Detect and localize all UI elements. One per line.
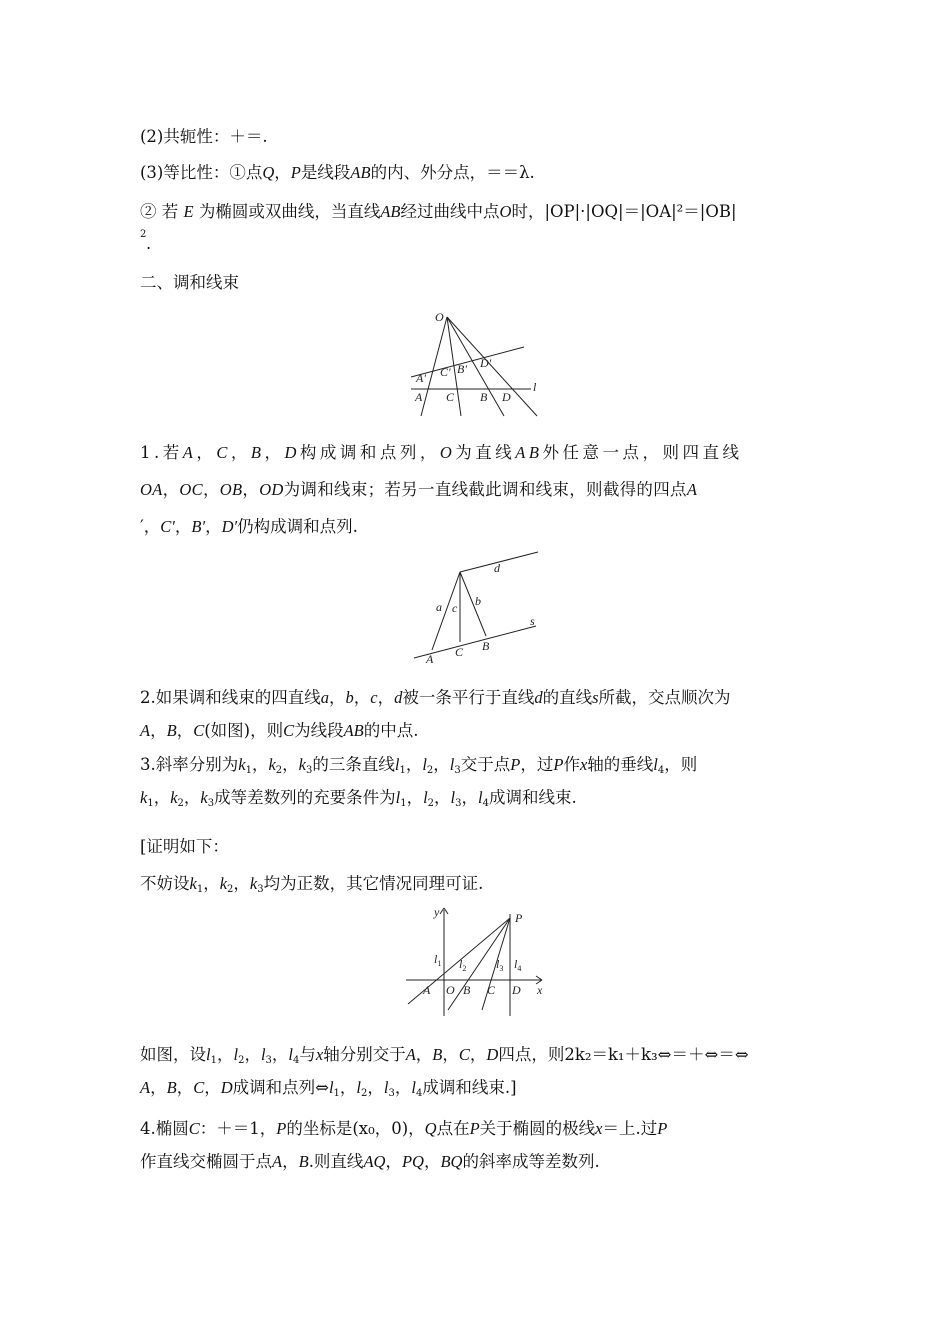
var: A	[686, 480, 698, 499]
text: 关于椭圆的极线	[479, 1119, 596, 1138]
label-l1-letter: l	[434, 952, 438, 966]
property-conjugate	[140, 120, 268, 153]
sub: 2	[426, 765, 434, 776]
text: 的中点.	[363, 721, 419, 740]
sub: 3	[388, 1088, 395, 1099]
text: 3.斜率分别为	[140, 755, 239, 774]
var: c	[370, 688, 378, 707]
text: ，	[242, 480, 260, 499]
text: 构成调和点列，	[299, 443, 440, 462]
sub: 4	[657, 765, 665, 776]
label-P: P	[515, 911, 523, 925]
text: 仍构成调和点列.	[237, 517, 358, 536]
var: l	[356, 1078, 362, 1097]
label-D-prime: D'	[480, 356, 492, 370]
var: C	[283, 721, 295, 740]
text: ，	[216, 1045, 234, 1064]
sub: 2	[238, 1055, 245, 1066]
text: ，	[423, 1152, 441, 1171]
sub: 4	[293, 1055, 300, 1066]
var: D	[486, 1045, 499, 1064]
sub: 1	[333, 1088, 340, 1099]
text: ，	[433, 755, 450, 774]
text: 为直线	[455, 443, 516, 462]
text: 成调和线束.	[488, 788, 577, 807]
text: 的坐标是(x₀，0)，	[286, 1119, 425, 1138]
var: B	[166, 721, 177, 740]
label-A: A	[426, 652, 434, 666]
text: ，	[329, 688, 346, 707]
sub: 3	[207, 798, 215, 809]
var: l	[478, 788, 483, 807]
text: ，	[434, 788, 451, 807]
label-B: B	[463, 983, 471, 997]
paragraph-5	[140, 1112, 812, 1178]
label-l3	[496, 957, 503, 973]
sub: 3	[454, 765, 461, 776]
label-O: O	[446, 983, 455, 997]
var: A	[140, 1078, 151, 1097]
sub: 1	[147, 798, 154, 809]
var: x	[595, 1119, 603, 1138]
var: B	[298, 1152, 309, 1171]
text: ，	[150, 721, 167, 740]
text: ，	[264, 443, 285, 462]
text: 作直线交椭圆于点	[140, 1152, 272, 1171]
var: D	[284, 443, 300, 462]
text: ＝上.过	[602, 1119, 658, 1138]
var: P	[469, 1119, 480, 1138]
text: ，	[233, 874, 250, 893]
sub: 3	[257, 884, 264, 895]
var: l	[423, 788, 428, 807]
section-heading	[140, 266, 239, 299]
text: 是线段	[300, 163, 351, 182]
text: 1.若	[140, 443, 183, 462]
var: OD	[259, 480, 284, 499]
text: 2	[140, 229, 147, 240]
label-l: l	[533, 380, 537, 394]
sub: 2	[227, 884, 234, 895]
text: ：＋＝1，	[199, 1119, 277, 1138]
var: PQ	[401, 1152, 424, 1171]
sub: 2	[361, 1088, 368, 1099]
var: l	[233, 1045, 239, 1064]
var: AQ	[363, 1152, 386, 1171]
label-B-prime: B'	[457, 362, 467, 376]
sub: 4	[482, 798, 489, 809]
proof-line	[140, 867, 483, 900]
label-A-prime: A'	[416, 371, 426, 385]
var: a	[320, 688, 329, 707]
var: AB	[380, 202, 401, 221]
var: C	[193, 1078, 205, 1097]
text: ，	[405, 755, 423, 774]
text: ，	[385, 1152, 402, 1171]
label-B: B	[480, 390, 488, 404]
var: D	[220, 1078, 233, 1097]
text: 的直线	[542, 688, 593, 707]
var: D′	[221, 517, 238, 536]
text: ，	[153, 788, 171, 807]
label-C: C	[487, 983, 496, 997]
text: ，	[353, 688, 371, 707]
var: P	[290, 163, 301, 182]
var: k	[189, 874, 197, 893]
text: 成调和线束.]	[422, 1078, 517, 1097]
y-arrow-right	[444, 908, 448, 914]
sub: 2	[177, 798, 184, 809]
text: ，	[282, 1152, 299, 1171]
var: OB	[219, 480, 243, 499]
paragraph-3	[140, 748, 812, 814]
text: 轴的垂线	[587, 755, 654, 774]
para2-line2	[140, 714, 812, 747]
para2-line1	[140, 681, 812, 714]
label-d: d	[494, 561, 500, 575]
text: 外任意一点，则四直线	[542, 443, 743, 462]
var: l	[422, 755, 427, 774]
sub: 1	[399, 765, 406, 776]
label-D: D	[502, 390, 511, 404]
figure-harmonic-pencil	[409, 311, 549, 421]
var: A	[140, 721, 151, 740]
var: B	[432, 1045, 443, 1064]
var: AB	[343, 721, 364, 740]
text: 的内、外分点，＝＝λ.	[370, 163, 535, 182]
var: l	[206, 1045, 211, 1064]
text: 点在	[436, 1119, 470, 1138]
label-A: A	[415, 390, 423, 404]
label-l3-sub: 3	[499, 964, 504, 973]
label-l2	[459, 957, 466, 973]
var: s	[592, 688, 599, 707]
var: Q	[424, 1119, 437, 1138]
label-l4-letter: l	[514, 957, 518, 971]
var: A	[405, 1045, 416, 1064]
text: ′，	[140, 517, 161, 536]
text: ＋＝.	[229, 127, 268, 146]
var: O	[499, 202, 512, 221]
var: b	[345, 688, 354, 707]
var: d	[534, 688, 543, 707]
var: k	[140, 788, 148, 807]
y-arrow-left	[440, 908, 444, 914]
var: x	[579, 755, 588, 774]
var: BQ	[440, 1152, 463, 1171]
var: B′	[191, 517, 206, 536]
text: 与	[299, 1045, 316, 1064]
text: ，	[202, 480, 220, 499]
var: k	[219, 874, 228, 893]
text: 均为正数，其它情况同理可证.	[263, 874, 484, 893]
label-l3-letter: l	[496, 957, 500, 971]
text: ，	[205, 517, 222, 536]
text: ，	[162, 480, 180, 499]
var: P	[276, 1119, 287, 1138]
text: ，	[230, 443, 251, 462]
var: k	[249, 874, 258, 893]
text: 被一条平行于直线	[402, 688, 535, 707]
text: 为线段	[294, 721, 344, 740]
text: [证明如下：	[140, 837, 229, 856]
para3-line2	[140, 781, 812, 814]
sub: 1	[245, 765, 252, 776]
var: C′	[160, 517, 175, 536]
text: ，	[183, 788, 201, 807]
label-C-prime: C'	[440, 365, 451, 379]
text: 不妨设	[140, 874, 190, 893]
label-l1	[434, 952, 441, 968]
var: k	[298, 755, 306, 774]
para5-line2	[140, 1145, 812, 1178]
text: ，	[442, 1045, 459, 1064]
text: (3)等比性：①点	[140, 163, 263, 182]
formula: 2k₂＝k₁＋k₃⇔＝＋⇔＝⇔	[564, 1045, 749, 1064]
para1-line2	[140, 473, 812, 506]
var: B	[166, 1078, 177, 1097]
text: ，	[150, 1078, 167, 1097]
label-l4	[514, 957, 521, 973]
var: x	[315, 1045, 324, 1064]
text: 2.如果调和线束的四直线	[140, 688, 321, 707]
label-O: O	[435, 311, 444, 324]
text: ，	[203, 874, 220, 893]
text: ，	[406, 788, 424, 807]
para5-line1	[140, 1112, 812, 1145]
var: OA	[140, 480, 163, 499]
label-D: D	[512, 983, 521, 997]
sub: 3	[265, 1055, 272, 1066]
property-ratio	[140, 156, 535, 189]
sub: 1	[400, 798, 407, 809]
label-l2-sub: 2	[462, 964, 467, 973]
var: O	[439, 443, 456, 462]
var: Q	[262, 163, 275, 182]
label-A: A	[423, 983, 431, 997]
var: l	[450, 788, 456, 807]
var: l	[395, 788, 401, 807]
label-a: a	[436, 600, 442, 614]
text: 如图，设	[140, 1045, 206, 1064]
paragraph-1	[140, 436, 812, 543]
line-OB	[447, 317, 504, 416]
label-l1-sub: 1	[437, 959, 442, 968]
figure-parallel-section	[408, 550, 548, 670]
label-C: C	[446, 390, 455, 404]
figure-slope-lines	[404, 906, 554, 1018]
text: ，	[196, 443, 217, 462]
text: 二、调和线束	[140, 273, 239, 292]
text: ，	[282, 755, 299, 774]
var: l	[328, 1078, 334, 1097]
text: ，	[174, 517, 192, 536]
text: 作	[563, 755, 580, 774]
var: l	[394, 755, 400, 774]
var: k	[238, 755, 246, 774]
text: ，过	[520, 755, 554, 774]
var: P	[657, 1119, 668, 1138]
text: ，	[377, 688, 395, 707]
text: 为调和线束；若另一直线截此调和线束，则截得的四点	[283, 480, 687, 499]
label-B: B	[482, 639, 490, 653]
var: A	[182, 443, 197, 462]
proof-heading	[140, 830, 229, 863]
text: ② 若	[140, 202, 179, 221]
text: ，	[271, 1045, 289, 1064]
var: E	[183, 202, 194, 221]
text: 成调和点列⇔	[232, 1078, 329, 1097]
text: ，	[204, 1078, 221, 1097]
sub: 2	[427, 798, 435, 809]
label-l2-letter: l	[459, 957, 463, 971]
text: ，	[176, 1078, 194, 1097]
text: ，	[176, 721, 194, 740]
text: ，	[367, 1078, 384, 1097]
label-l4-sub: 4	[517, 964, 522, 973]
footnote-dot	[146, 236, 151, 252]
sub: 3	[455, 798, 462, 809]
var: d	[394, 688, 403, 707]
text: ，	[469, 1045, 487, 1064]
text: ，	[244, 1045, 261, 1064]
text: .	[146, 234, 152, 253]
sub: 1	[210, 1055, 217, 1066]
para4-line1	[140, 1038, 812, 1071]
para1-line1	[140, 436, 812, 469]
var: l	[411, 1078, 416, 1097]
var: k	[268, 755, 276, 774]
x-arrow-up	[536, 976, 542, 980]
text: 为椭圆或双曲线，当直线	[198, 202, 381, 221]
secant-line	[411, 347, 524, 377]
line-b	[460, 572, 486, 636]
var: C	[188, 1119, 200, 1138]
sub: 4	[415, 1088, 423, 1099]
para3-line1	[140, 748, 812, 781]
text: 所截，交点顺次为	[598, 688, 731, 707]
text: .则直线	[308, 1152, 364, 1171]
text: 经过曲线中点	[400, 202, 500, 221]
text: 四点，则	[498, 1045, 565, 1064]
para1-line3	[140, 510, 812, 543]
var: C	[193, 721, 205, 740]
sub: 2	[275, 765, 283, 776]
var: AB	[515, 443, 543, 462]
sub: 3	[305, 765, 313, 776]
var: l	[288, 1045, 293, 1064]
label-y: y	[434, 906, 440, 919]
label-s: s	[530, 614, 535, 628]
text: ，	[251, 755, 269, 774]
text: ，	[339, 1078, 357, 1097]
text: ，	[274, 163, 291, 182]
var: C	[458, 1045, 470, 1064]
var: C	[216, 443, 231, 462]
text: 的三条直线	[312, 755, 395, 774]
var: l	[260, 1045, 266, 1064]
text: (如图)，则	[204, 721, 284, 740]
var: B	[250, 443, 265, 462]
text: 时，|OP|·|OQ|＝|OA|²＝|OB|	[511, 202, 737, 221]
text: 的斜率成等差数列.	[462, 1152, 600, 1171]
para4-line2	[140, 1071, 812, 1104]
text: ，则	[664, 755, 698, 774]
label-C: C	[455, 645, 464, 659]
text: ，	[461, 788, 479, 807]
text: ，	[415, 1045, 433, 1064]
var: A	[272, 1152, 283, 1171]
var: k	[170, 788, 178, 807]
var: AB	[350, 163, 371, 182]
text: (2)共轭性：	[140, 127, 230, 146]
text: 轴分别交于	[323, 1045, 406, 1064]
property-ellipse	[140, 195, 812, 228]
label-x: x	[537, 983, 543, 997]
text: 交于点	[460, 755, 511, 774]
label-c: c	[452, 601, 458, 615]
var: l	[653, 755, 658, 774]
text: ，	[394, 1078, 412, 1097]
var: l	[449, 755, 455, 774]
var: P	[553, 755, 564, 774]
var: P	[510, 755, 521, 774]
sub: 1	[196, 884, 204, 895]
var: OC	[179, 480, 203, 499]
var: k	[200, 788, 208, 807]
text: 成等差数列的充要条件为	[214, 788, 396, 807]
label-b: b	[475, 594, 481, 608]
text: 4.椭圆	[140, 1119, 189, 1138]
paragraph-2	[140, 681, 812, 747]
var: l	[383, 1078, 389, 1097]
paragraph-4	[140, 1038, 812, 1104]
